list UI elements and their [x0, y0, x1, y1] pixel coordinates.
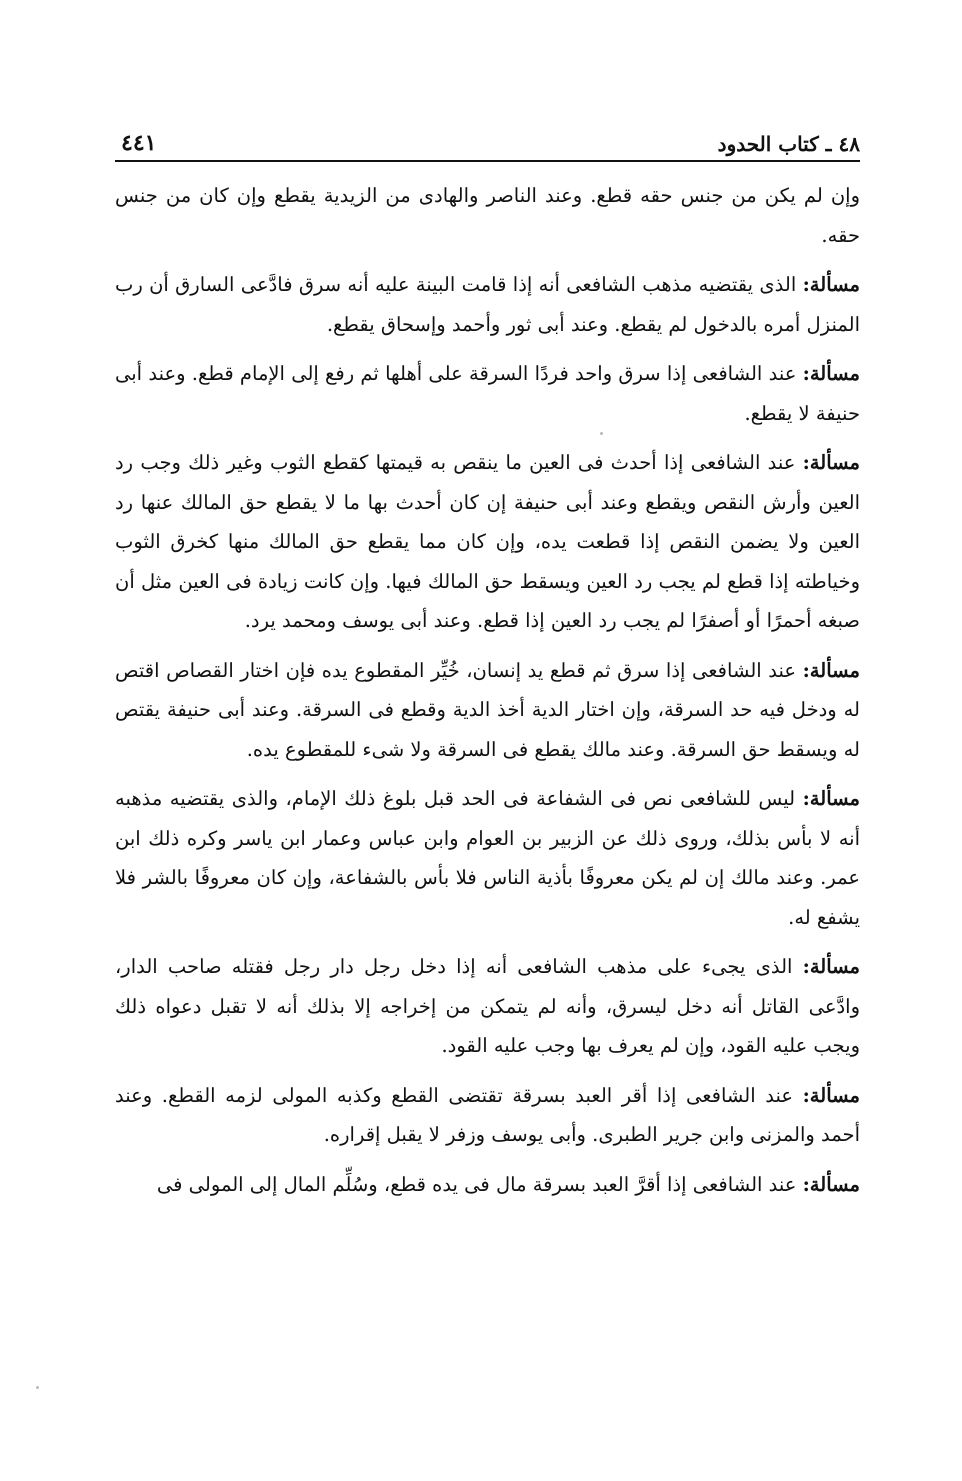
masala-paragraph	[115, 443, 860, 641]
masala-label: مسألة:	[802, 273, 860, 296]
paragraph-text: عند الشافعى إذا سرق واحد فردًا السرقة على أهلها ثم رفع إلى الإمام قطع. وعند أبى حنيفة لا يقطع.	[115, 362, 860, 425]
paragraph-text: ليس للشافعى نص فى الشفاعة فى الحد قبل بلوغ ذلك الإمام، والذى يقتضيه مذهبه أنه لا بأس بذلك، وروى ذلك عن الزبير بن العوام وابن عباس وعمار ابن ياسر وكره ذلك ابن عمر. وعند مالك إن لم يكن معروفًا بأذية الناس فلا بأس بالشفاعة، وإن كان معروفًا بالشر فلا يشفع له.	[115, 787, 860, 929]
masala-label: مسألة:	[802, 787, 860, 810]
paragraph-text: عند الشافعى إذا أحدث فى العين ما ينقص به قيمتها كقطع الثوب وغير ذلك وجب رد العين وأرش النقص ويقطع وعند أبى حنيفة إن كان أحدث بها ما لا يقطع حق المالك عنها رد العين ولا يضمن النقص إذا قطعت يده، وإن كان مما يقطع حق المالك منها كخرق الثوب وخياطته إذا قطع لم يجب رد العين ويسقط حق المالك فيها. وإن كانت زيادة فى العين مثل أن صبغه أحمرًا أو أصفرًا لم يجب رد العين إذا قطع. وعند أبى يوسف ومحمد يرد.	[115, 451, 860, 632]
paragraph-text: وإن لم يكن من جنس حقه قطع. وعند الناصر والهادى من الزيدية يقطع وإن كان من جنس حقه.	[115, 184, 860, 247]
masala-label: مسألة:	[802, 1172, 860, 1196]
chapter-title: ٤٨ ـ كتاب الحدود	[717, 132, 860, 156]
scan-speck	[600, 432, 603, 435]
header-rule	[115, 160, 860, 162]
masala-paragraph	[115, 354, 860, 433]
masala-label: مسألة:	[802, 1083, 860, 1107]
book-page	[115, 120, 860, 1208]
masala-paragraph	[115, 265, 860, 344]
masala-label: مسألة:	[802, 955, 861, 978]
scan-speck	[36, 1386, 39, 1389]
paragraph-text: الذى يقتضيه مذهب الشافعى أنه إذا قامت البينة عليه أنه سرق فادَّعى السارق أن رب المنزل أمره بالدخول لم يقطع. وعند أبى ثور وأحمد وإسحاق يقطع.	[115, 273, 860, 336]
masala-paragraph	[115, 779, 860, 937]
paragraph-text: عند الشافعى إذا أقرَّ العبد بسرقة مال فى يده قطع، وسُلِّم المال إلى المولى فى	[156, 1172, 797, 1196]
masala-paragraph	[115, 1076, 860, 1155]
page-number: ٤٤١	[121, 130, 157, 156]
masala-label: مسألة:	[802, 451, 860, 474]
masala-label: مسألة:	[802, 658, 860, 682]
paragraph-continuation	[115, 176, 860, 255]
masala-paragraph	[115, 947, 860, 1066]
paragraph-text: عند الشافعى إذا أقر العبد بسرقة تقتضى القطع وكذبه المولى لزمه القطع. وعند أحمد والمزنى وابن جرير الطبرى. وأبى يوسف وزفر لا يقبل إقراره.	[115, 1083, 860, 1146]
paragraph-text: عند الشافعى إذا سرق ثم قطع يد إنسان، خُيِّر المقطوع يده فإن اختار القصاص اقتص له ودخل فيه حد السرقة، وإن اختار الدية أخذ الدية وقطع فى السرقة. وعند أبى حنيفة يقتص له ويسقط حق السرقة. وعند مالك يقطع فى السرقة ولا شىء للمقطوع يده.	[115, 658, 860, 761]
running-header	[115, 120, 860, 156]
masala-paragraph	[115, 651, 860, 770]
paragraph-text: الذى يجىء على مذهب الشافعى أنه إذا دخل رجل دار رجل فقتله صاحب الدار، وادَّعى القاتل أنه دخل ليسرق، وأنه لم يتمكن من إخراجه إلا بذلك أنه لا تقبل دعواه ذلك ويجب عليه القود، وإن لم يعرف بها وجب عليه القود.	[115, 955, 860, 1057]
page-body	[115, 176, 860, 1204]
masala-label: مسألة:	[802, 362, 861, 385]
masala-paragraph	[115, 1165, 860, 1205]
